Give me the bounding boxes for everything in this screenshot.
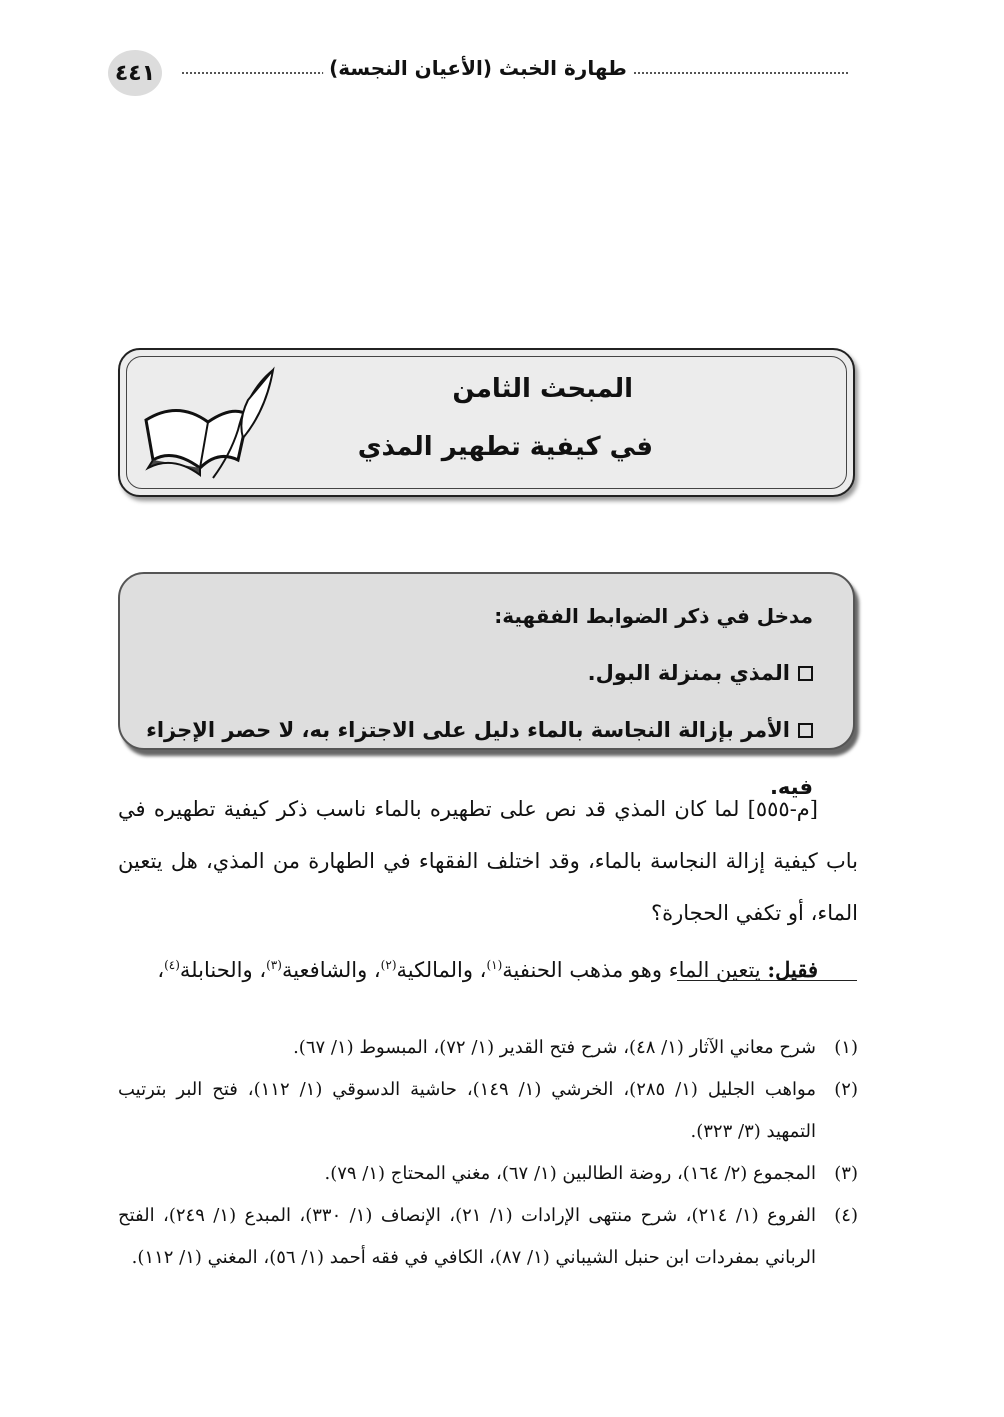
paragraph: [م-٥٥٥] لما كان المذي قد نص على تطهيره بالماء ناسب ذكر كيفية تطهيره في باب كيفية إزالة النجاسة بالماء، وقد اختلف الفقهاء في الطهارة من المذي، هل يتعين الماء، أو تكفي الحجارة؟ xyxy=(118,797,858,925)
footnote xyxy=(118,1153,858,1195)
text: ، xyxy=(157,958,165,982)
section-title-box xyxy=(118,348,855,497)
footnote-text: الفروع (١/ ٢١٤)، شرح منتهى الإرادات (١/ ٢١)، الإنصاف (١/ ٣٣٠)، المبدع (١/ ٢٤٩)، الفتح الرباني بمفردات ابن حنبل الشيباني (١/ ٨٧)، الكافي في فقه أحمد (١/ ٥٦)، المغني (١/ ١١٢). xyxy=(118,1205,817,1268)
footnote xyxy=(118,1027,858,1069)
text: ، والحنابلة xyxy=(179,958,267,982)
footnote-ref[interactable]: (٢) xyxy=(380,958,397,972)
checkbox-square-icon xyxy=(798,666,813,681)
text: ، والمالكية xyxy=(396,958,487,982)
checkbox-square-icon xyxy=(798,723,813,738)
book-quill-icon xyxy=(138,360,278,485)
footnote-ref[interactable]: (٤) xyxy=(164,958,180,972)
footnote-ref[interactable]: (٣) xyxy=(266,958,282,972)
footnote-text: مواهب الجليل (١/ ٢٨٥)، الخرشي (١/ ١٤٩)، حاشية الدسوقي (١/ ١١٢)، فتح البر بترتيب التمهيد (٣/ ٣٢٣). xyxy=(118,1079,816,1142)
paragraph xyxy=(118,939,858,996)
rule-text: المذي بمنزلة البول. xyxy=(587,661,790,685)
footnote-text: شرح معاني الآثار (١/ ٤٨)، شرح فتح القدير (١/ ٧٢)، المبسوط (١/ ٦٧). xyxy=(293,1037,816,1058)
lead-word: فقيل: xyxy=(767,957,818,982)
footnote-ref[interactable]: (١) xyxy=(486,958,503,972)
footnotes xyxy=(118,1027,858,1279)
body-text xyxy=(118,783,858,996)
rules-heading: مدخل في ذكر الضوابط الفقهية: xyxy=(494,604,813,628)
section-subject-title: في كيفية تطهير المذي xyxy=(357,432,653,462)
footnote xyxy=(118,1069,858,1153)
page-header xyxy=(108,50,848,96)
page-number: ٤٤١ xyxy=(108,50,162,96)
rule-text: الأمر بإزالة النجاسة بالماء دليل على الاجتزاء به، لا حصر الإجزاء فيه. xyxy=(146,718,813,799)
rules-box xyxy=(118,572,855,799)
footnote-text: المجموع (٢/ ١٦٤)، روضة الطالبين (١/ ٦٧)، مغني المحتاج (١/ ٧٩). xyxy=(324,1163,816,1184)
footnote-number: (٣) xyxy=(834,1163,858,1184)
footnote-number: (٤) xyxy=(834,1205,858,1226)
footnote-separator xyxy=(677,980,857,981)
rule-item xyxy=(140,645,813,702)
running-title: طهارة الخبث (الأعيان النجسة) xyxy=(323,56,633,80)
text: ، والشافعية xyxy=(281,958,381,982)
text: يتعين الماء وهو مذهب الحنفية xyxy=(502,958,768,982)
footnote xyxy=(118,1195,858,1279)
footnote-number: (١) xyxy=(834,1037,858,1058)
footnote-number: (٢) xyxy=(834,1079,858,1100)
section-number-title: المبحث الثامن xyxy=(452,374,633,404)
